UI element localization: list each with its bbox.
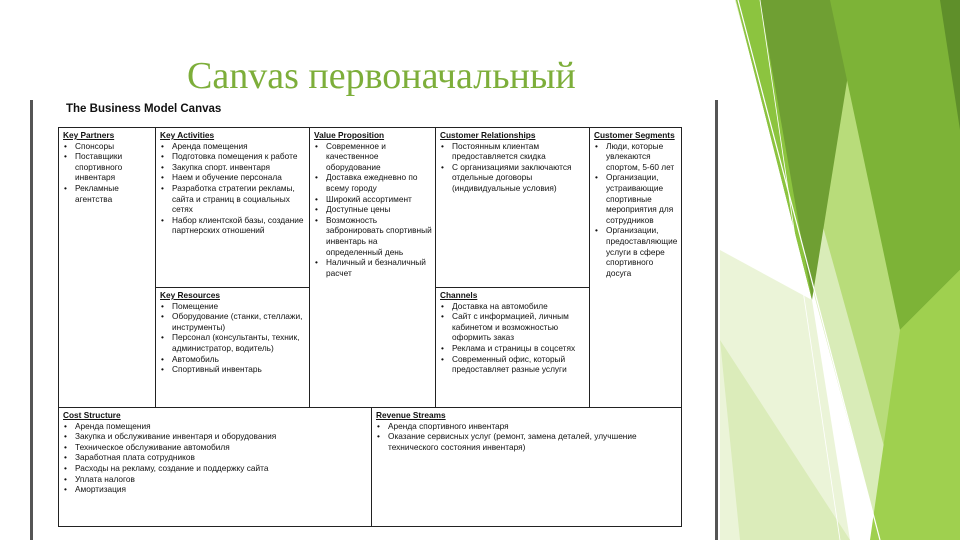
list-item: • Возможность забронировать спортивный инвентарь на определенный день (313, 215, 432, 257)
canvas-title: The Business Model Canvas (66, 103, 222, 115)
list-item: • Заработная плата сотрудников (62, 452, 368, 463)
list-item: • Аренда помещения (62, 421, 368, 432)
list-item: • Спортивный инвентарь (159, 364, 306, 375)
revenue-streams-list (375, 421, 678, 453)
list-item: • Реклама и страницы в соцсетях (439, 343, 586, 354)
list-item: • Закупка и обслуживание инвентаря и оборудования (62, 431, 368, 442)
value-proposition-heading: Value Proposition (314, 130, 385, 140)
list-item: • Персонал (консультанты, техник, администратор, водитель) (159, 332, 306, 353)
customer-relationships-cell (435, 128, 589, 287)
list-item: • Набор клиентской базы, создание партнерских отношений (159, 215, 306, 236)
list-item: • Аренда спортивного инвентаря (375, 421, 678, 432)
list-item: • Разработка стратегии рекламы, сайта и страниц в социальных сетях (159, 183, 306, 215)
customer-segments-cell (589, 128, 681, 407)
list-item: • Доступные цены (313, 204, 432, 215)
channels-list (439, 301, 586, 375)
channels-heading: Channels (440, 290, 478, 300)
key-resources-cell (155, 287, 309, 407)
value-proposition-cell (309, 128, 435, 407)
list-item: • Амортизация (62, 484, 368, 495)
list-item: • Уплата налогов (62, 474, 368, 485)
cost-structure-list (62, 421, 368, 495)
list-item: • Спонсоры (62, 141, 152, 152)
list-item: • Оказание сервисных услуг (ремонт, замена деталей, улучшение технического состояния инвентаря) (375, 431, 678, 452)
list-item: • Рекламные агентства (62, 183, 152, 204)
key-partners-heading: Key Partners (63, 130, 115, 140)
list-item: • С организациями заключаются отдельные договоры (индивидуальные условия) (439, 162, 586, 194)
business-model-canvas (58, 127, 682, 527)
list-item: • Подготовка помещения к работе (159, 151, 306, 162)
list-item: • Автомобиль (159, 354, 306, 365)
list-item: • Люди, которые увлекаются спортом, 5-60 лет (593, 141, 678, 173)
cost-structure-cell (59, 407, 371, 526)
list-item: • Расходы на рекламу, создание и поддержку сайта (62, 463, 368, 474)
list-item: • Помещение (159, 301, 306, 312)
list-item: • Современное и качественное оборудование (313, 141, 432, 173)
list-item: • Организации, предоставляющие услуги в сфере спортивного досуга (593, 225, 678, 278)
key-resources-list (159, 301, 306, 375)
slide-title: Canvas первоначальный (187, 55, 576, 97)
customer-relationships-list (439, 141, 586, 194)
revenue-streams-heading: Revenue Streams (376, 410, 446, 420)
list-item: • Наем и обучение персонала (159, 172, 306, 183)
key-activities-list (159, 141, 306, 236)
list-item: • Доставка на автомобиле (439, 301, 586, 312)
key-resources-heading: Key Resources (160, 290, 220, 300)
revenue-streams-cell (371, 407, 681, 526)
customer-segments-heading: Customer Segments (594, 130, 675, 140)
list-item: • Современный офис, который предоставляет разные услуги (439, 354, 586, 375)
key-activities-heading: Key Activities (160, 130, 215, 140)
key-activities-cell (155, 128, 309, 287)
channels-cell (435, 287, 589, 407)
list-item: • Закупка спорт. инвентаря (159, 162, 306, 173)
list-item: • Оборудование (станки, стеллажи, инструменты) (159, 311, 306, 332)
list-item: • Постоянным клиентам предоставляется скидка (439, 141, 586, 162)
list-item: • Широкий ассортимент (313, 194, 432, 205)
value-proposition-list (313, 141, 432, 279)
list-item: • Организации, устраивающие спортивные мероприятия для сотрудников (593, 172, 678, 225)
cost-structure-heading: Cost Structure (63, 410, 121, 420)
list-item: • Наличный и безналичный расчет (313, 257, 432, 278)
list-item: • Сайт с информацией, личным кабинетом и возможностью оформить заказ (439, 311, 586, 343)
customer-relationships-heading: Customer Relationships (440, 130, 536, 140)
list-item: • Поставщики спортивного инвентаря (62, 151, 152, 183)
key-partners-cell (59, 128, 155, 407)
customer-segments-list (593, 141, 678, 279)
list-item: • Аренда помещения (159, 141, 306, 152)
key-partners-list (62, 141, 152, 205)
list-item: • Техническое обслуживание автомобиля (62, 442, 368, 453)
list-item: • Доставка ежедневно по всему городу (313, 172, 432, 193)
